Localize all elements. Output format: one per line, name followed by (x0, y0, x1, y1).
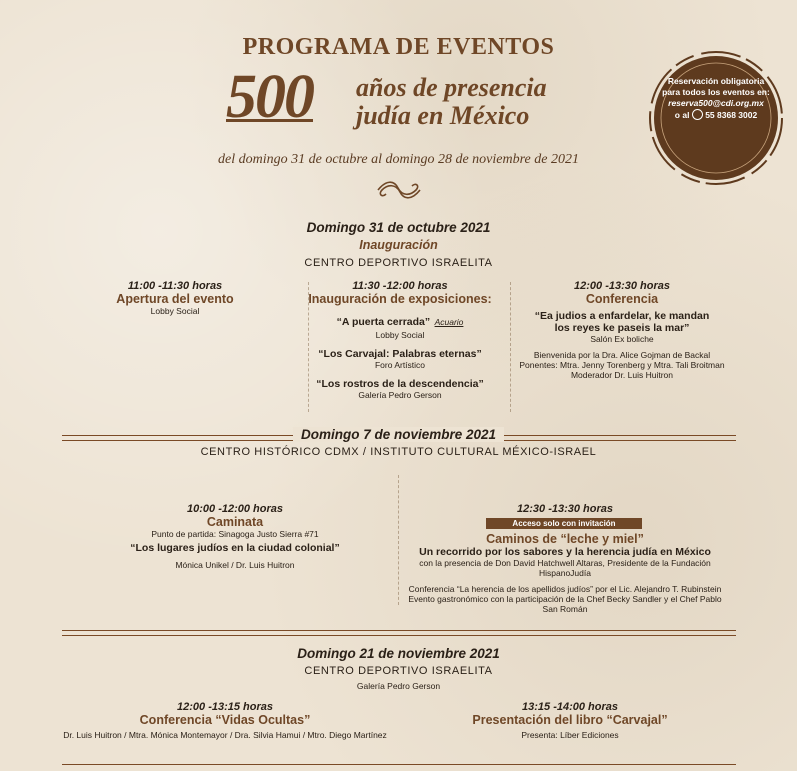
exhibition-item (300, 348, 500, 370)
page-title: PROGRAMA DE EVENTOS (242, 34, 555, 60)
badge-phone-line (660, 109, 772, 121)
event-title: Caminata (206, 515, 264, 529)
section2-right-event-body (400, 532, 730, 614)
section-divider (62, 764, 736, 765)
section-divider (62, 635, 736, 636)
event-presenter: Presenta: Líber Ediciones (521, 730, 619, 740)
column-separator (398, 475, 399, 605)
conference-quote-2: los reyes ke paseis la mar” (554, 322, 690, 334)
exhibition-name: “A puerta cerrada” (336, 316, 431, 328)
exhibition-extra: Acuario (434, 317, 464, 327)
event-time: 12:00 -13:30 horas (574, 280, 670, 292)
badge-line-2: para todos los eventos en: (662, 87, 770, 97)
event-title: Caminos de “leche y miel” (486, 532, 644, 546)
conference-detail: Bienvenida por la Dra. Alice Gojman de Backal (533, 350, 711, 360)
subtitle-line-2: judía en México (356, 101, 530, 130)
event-place: Lobby Social (150, 306, 200, 316)
exhibition-name: “Los rostros de la descendencia” (316, 378, 484, 390)
section2-venue: CENTRO HISTÓRICO CDMX / INSTITUTO CULTURAL MÉXICO-ISRAEL (200, 446, 597, 458)
badge-line-1: Reservación obligatoria (667, 76, 765, 86)
reservation-text (660, 76, 772, 121)
event-time: 10:00 -12:00 horas (187, 503, 283, 515)
exhibition-place: Foro Artístico (374, 360, 426, 370)
event-title: Presentación del libro “Carvajal” (472, 713, 668, 727)
event-time: 12:00 -13:15 horas (177, 701, 273, 713)
exhibition-place: Lobby Social (375, 330, 425, 340)
event-detail: Evento gastronómico con la participación de la Chef Becky Sandler y el Chef Pablo San Román (408, 594, 722, 614)
section2-left-event (100, 503, 370, 570)
event-quote: “Los lugares judíos en la ciudad colonial” (130, 542, 340, 554)
section1-right-event (512, 280, 732, 380)
event-title: Apertura del evento (116, 292, 234, 306)
conference-detail: Ponentes: Mtra. Jenny Torenberg y Mtra. Tali Broitman (519, 360, 725, 370)
exhibition-item (300, 312, 500, 340)
event-tagline: Un recorrido por los sabores y la herencia judía en México (419, 546, 711, 558)
section2-right-event (400, 503, 730, 515)
event-presence: con la presencia de Don David Hatchwell Altaras, Presidente de la Fundación HispanoJudía (419, 558, 711, 578)
event-title: Conferencia (585, 292, 659, 306)
event-people: Mónica Unikel / Dr. Luis Huitron (175, 560, 295, 570)
whatsapp-icon (692, 109, 703, 120)
event-start: Punto de partida: Sinagoga Justo Sierra #71 (151, 529, 319, 539)
big-500-number: 500 (226, 63, 313, 131)
column-separator (510, 282, 511, 412)
subtitle-line-1: años de presencia (356, 73, 547, 102)
section-divider (62, 630, 736, 631)
section2-date: Domingo 7 de noviembre 2021 (0, 427, 797, 442)
event-people: Dr. Luis Huitron / Mtra. Mónica Montemayor / Dra. Silvia Hamui / Mtro. Diego Martínez (63, 730, 387, 740)
conference-quote-1: “Ea judios a enfardelar, ke mandan (534, 310, 710, 322)
event-time: 13:15 -14:00 horas (522, 701, 618, 713)
invitation-only-badge: Acceso solo con invitación (486, 518, 642, 529)
section3-venue: CENTRO DEPORTIVO ISRAELITA (304, 665, 493, 677)
section1-venue: CENTRO DEPORTIVO ISRAELITA (304, 257, 493, 269)
event-place: Salón Ex boliche (590, 334, 654, 344)
section1-subtitle: Inauguración (359, 238, 438, 252)
event-detail: Conferencia “La herencia de los apellidos judíos” por el Lic. Alejandro T. Rubinstein (408, 584, 722, 594)
badge-phone[interactable]: 55 8368 3002 (705, 110, 758, 120)
exhibition-item (300, 378, 500, 400)
conference-detail: Moderador Dr. Luis Huitron (570, 370, 674, 380)
event-time: 12:30 -13:30 horas (517, 503, 613, 515)
section1-middle-event (300, 280, 500, 400)
exhibition-name: “Los Carvajal: Palabras eternas” (318, 348, 482, 360)
section3-subvenue: Galería Pedro Gerson (356, 681, 441, 691)
flourish-icon (376, 180, 422, 205)
badge-email[interactable]: reserva500@cdi.org.mx (668, 98, 764, 108)
subtitle (356, 74, 547, 130)
exhibition-place: Galería Pedro Gerson (358, 390, 442, 400)
section3-right-event (420, 701, 720, 740)
event-title: Inauguración de exposiciones: (308, 292, 492, 306)
event-title: Conferencia “Vidas Ocultas” (139, 713, 311, 727)
badge-phone-prefix: o al (674, 110, 690, 120)
section1-left-event (60, 280, 290, 316)
section3-date: Domingo 21 de noviembre 2021 (297, 646, 500, 661)
event-time: 11:00 -11:30 horas (127, 280, 223, 292)
event-time: 11:30 -12:00 horas (352, 280, 448, 292)
date-range: del domingo 31 de octubre al domingo 28 de noviembre de 2021 (218, 152, 579, 167)
section3-left-event (60, 701, 390, 740)
section1-date: Domingo 31 de octubre 2021 (306, 220, 491, 235)
